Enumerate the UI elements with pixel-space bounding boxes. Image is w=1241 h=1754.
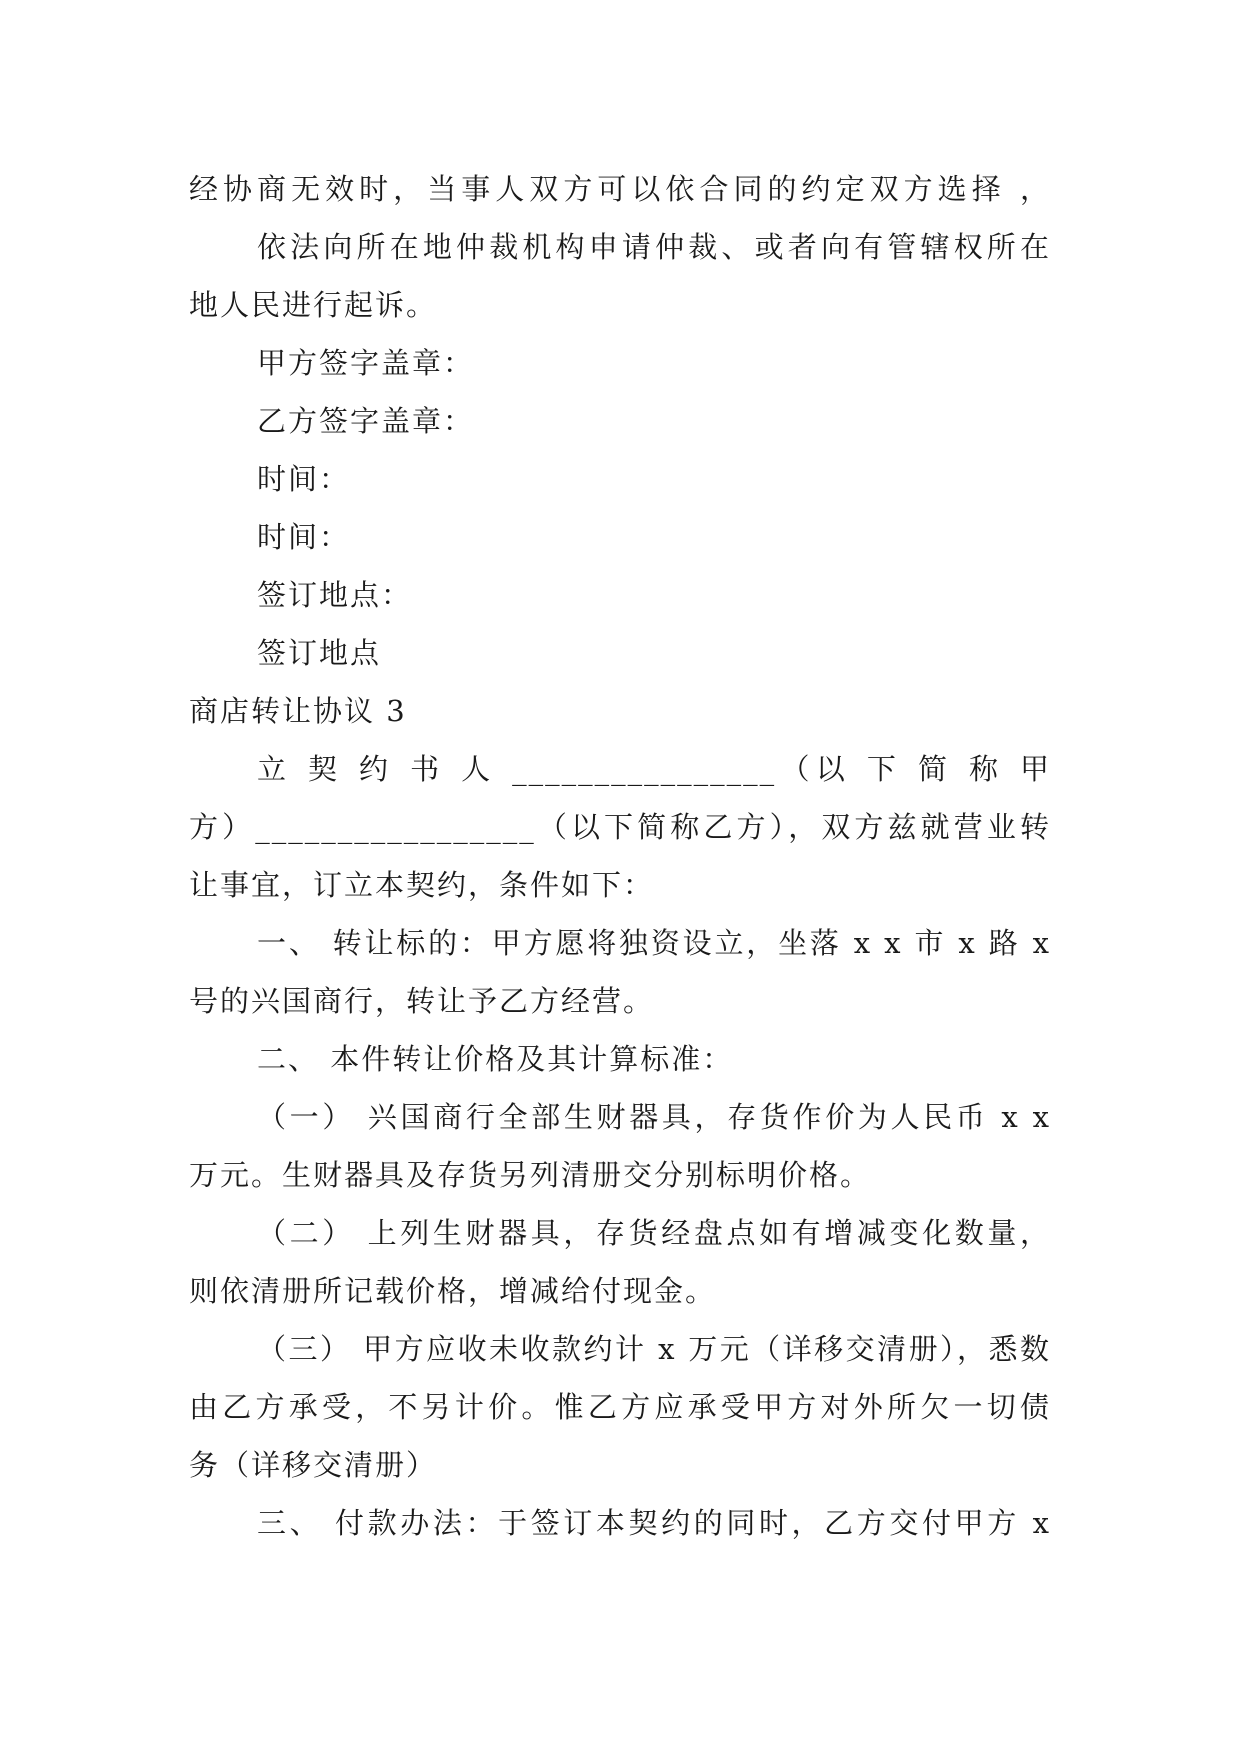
clause-line: 一、 转让标的：甲方愿将独资设立，坐落 x x 市 x 路 x bbox=[257, 926, 1051, 960]
paragraph-line: 经协商无效时，当事人双方可以依合同的约定双方选择 ， bbox=[189, 172, 1051, 206]
party-b-signature-label: 乙方签字盖章： bbox=[257, 404, 475, 438]
clause-line: 三、 付款办法：于签订本契约的同时，乙方交付甲方 x bbox=[257, 1506, 1051, 1540]
document-body bbox=[189, 160, 1051, 1552]
date-label: 时间： bbox=[257, 462, 351, 496]
clause-line: 号的兴国商行，转让予乙方经营。 bbox=[189, 984, 655, 1018]
clause-line: 万元。生财器具及存货另列清册交分别标明价格。 bbox=[189, 1158, 872, 1192]
clause-line: （一） 兴国商行全部生财器具，存货作价为人民币 x x bbox=[257, 1100, 1051, 1134]
clause-line: 由乙方承受，不另计价。惟乙方应承受甲方对外所欠一切债 bbox=[189, 1390, 1051, 1424]
clause-line: 务（详移交清册） bbox=[189, 1448, 438, 1482]
paragraph-line: 立 契 约 书 人 ________________（以 下 简 称 甲 bbox=[257, 752, 1051, 786]
signing-place-label: 签订地点 bbox=[257, 636, 382, 670]
paragraph-line: 方）_________________（以下简称乙方），双方兹就营业转 bbox=[189, 810, 1051, 844]
signing-place-label: 签订地点： bbox=[257, 578, 413, 612]
clause-line: 则依清册所记载价格，增减给付现金。 bbox=[189, 1274, 717, 1308]
paragraph-line: 让事宜，订立本契约，条件如下： bbox=[189, 868, 655, 902]
clause-line: 二、 本件转让价格及其计算标准： bbox=[257, 1042, 734, 1076]
paragraph-line: 依法向所在地仲裁机构申请仲裁、或者向有管辖权所在 bbox=[257, 230, 1051, 264]
section-title: 商店转让协议 3 bbox=[189, 694, 407, 728]
party-a-signature-label: 甲方签字盖章： bbox=[257, 346, 475, 380]
clause-line: （三） 甲方应收未收款约计 x 万元（详移交清册），悉数 bbox=[257, 1332, 1051, 1366]
clause-line: （二） 上列生财器具，存货经盘点如有增减变化数量， bbox=[257, 1216, 1051, 1250]
date-label: 时间： bbox=[257, 520, 351, 554]
paragraph-line: 地人民进行起诉。 bbox=[189, 288, 438, 322]
